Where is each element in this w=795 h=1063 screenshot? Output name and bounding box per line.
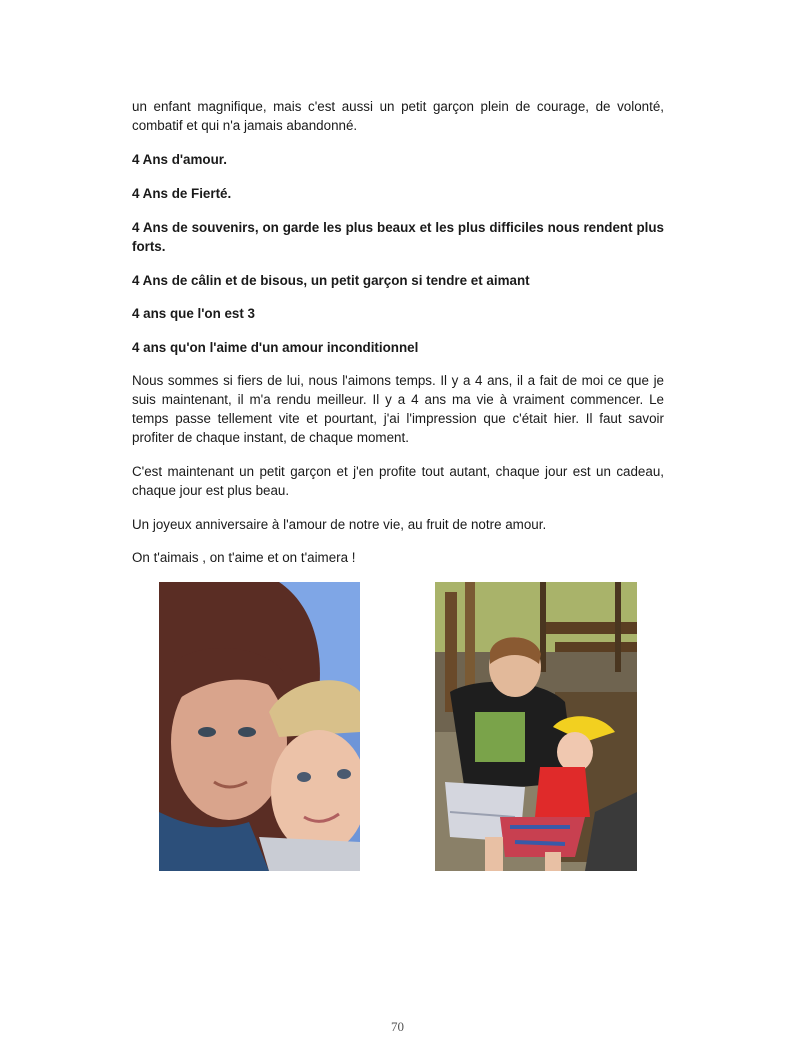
paragraph-gift: C'est maintenant un petit garçon et j'en profite tout autant, chaque jour est un cadeau, chaque jour est plus beau. [132,464,664,498]
paragraph-proud: Nous sommes si fiers de lui, nous l'aimons temps. Il y a 4 ans, il a fait de moi ce que je suis maintenant, il m'a rendu meilleur. Il y a 4 ans ma vie à vraiment commencer. Le temps passe tellement vite et pourtant, j'ai l'impression que c'était hier. Il faut savoir profiter de chaque instant, de chaque moment. [132,373,664,445]
paragraph-intro: un enfant magnifique, mais c'est aussi un petit garçon plein de courage, de volonté, combatif et qui n'a jamais abandonné. [132,99,664,133]
photo-father-and-child-image [435,582,637,871]
heading-pride: 4 Ans de Fierté. [132,186,232,201]
page-number: 70 [391,1019,404,1034]
heading-unconditional: 4 ans qu'on l'aime d'un amour inconditionnel [132,340,419,355]
paragraph-birthday: Un joyeux anniversaire à l'amour de notre vie, au fruit de notre amour. [132,517,547,532]
photo-father-and-child [435,582,637,871]
paragraph-love-always: On t'aimais , on t'aime et on t'aimera ! [132,550,356,565]
heading-hugs: 4 Ans de câlin et de bisous, un petit garçon si tendre et aimant [132,273,530,288]
heading-memories: 4 Ans de souvenirs, on garde les plus beaux et les plus difficiles nous rendent plus forts. [132,220,664,254]
heading-three: 4 ans que l'on est 3 [132,306,255,321]
heading-love: 4 Ans d'amour. [132,152,227,167]
photo-mother-and-child-image [159,582,360,871]
photo-mother-and-child [159,582,360,871]
